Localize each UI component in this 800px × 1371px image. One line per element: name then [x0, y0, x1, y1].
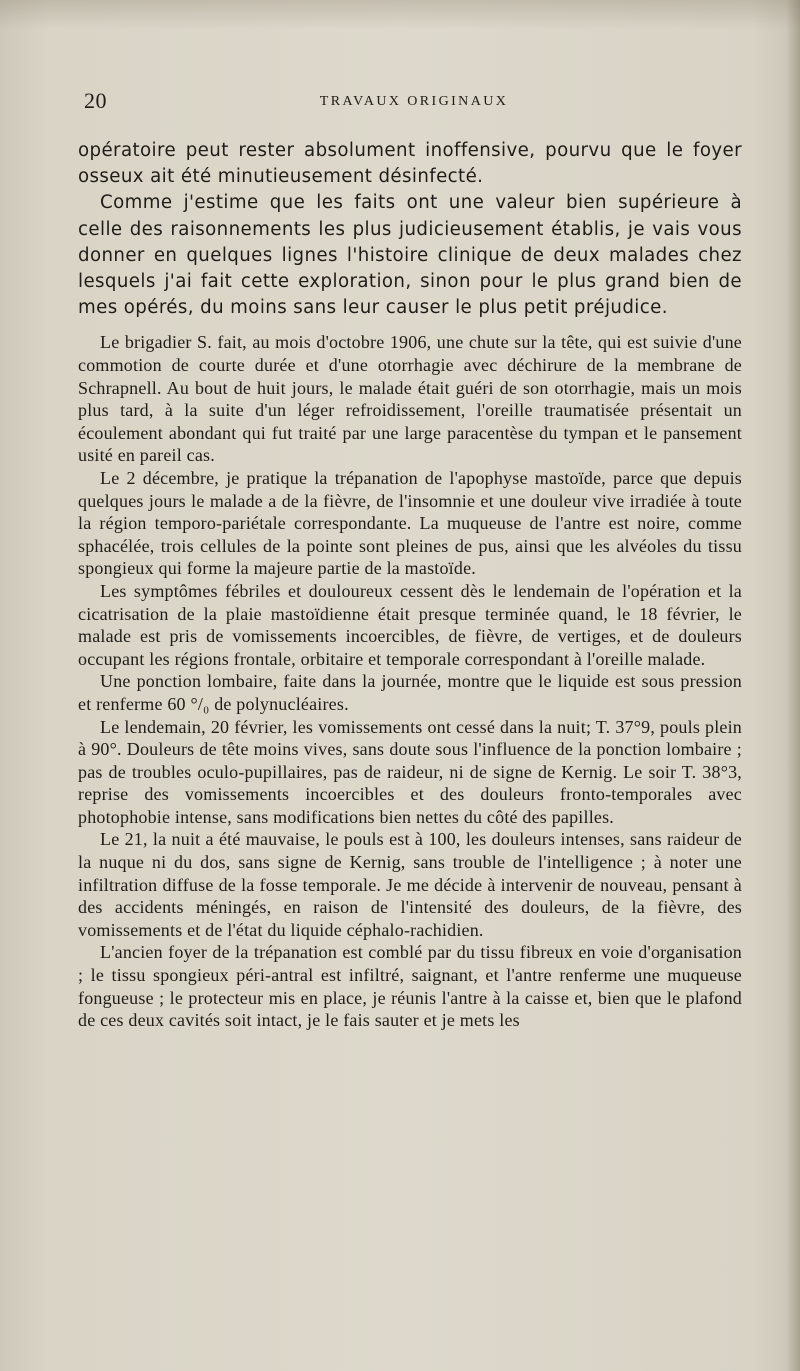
paragraph-7: Le lendemain, 20 février, les vomissements ont cessé dans la nuit; T. 37°9, pouls plein à 90°. Douleurs de tête moins vives, sans doute sous l'influence de la ponction lombaire ; pas de troubles oculo-pupillaires, pas de raideur, ni de signe de Kernig. Le soir T. 38°3, reprise des vomissements incoercibles et des douleurs fronto-temporales avec photophobie intense, sans modifications bien nettes du côté des papilles.	[78, 716, 742, 827]
paragraph-6: Une ponction lombaire, faite dans la journée, montre que le liquide est sous pression et renferme 60 °/₀ de polynucléaires.	[78, 671, 742, 714]
paragraph-2: Comme j'estime que les faits ont une valeur bien supérieure à celle des raisonnements les plus judicieusement établis, je vais vous donner en quelques lignes l'histoire clinique de deux malades chez lesquels j'ai fait cette exploration, sinon pour le plus grand bien de mes opérés, du moins sans leur causer le plus petit préjudice.	[78, 192, 742, 319]
running-head: TRAVAUX ORIGINAUX	[319, 94, 509, 109]
page-header	[84, 88, 744, 118]
paragraph-5: Les symptômes fébriles et douloureux cessent dès le lendemain de l'opération et la cicatrisation de la plaie mastoïdienne était presque terminée quand, le 18 février, le malade est pris de vomissements incoercibles, de fièvre, de vertiges, et de douleurs occupant les régions frontale, orbitaire et temporale correspondant à l'oreille malade.	[78, 580, 742, 669]
page-number: 20	[84, 88, 107, 113]
paragraph-8: Le 21, la nuit a été mauvaise, le pouls est à 100, les douleurs intenses, sans raideur de la nuque ni du dos, sans signe de Kernig, sans trouble de l'intelligence ; à noter une infiltration diffuse de la fosse temporale. Je me décide à intervenir de nouveau, pensant à des accidents méningés, en raison de l'intensité des douleurs, de la fièvre, des vomissements et de l'état du liquide céphalo-rachidien.	[78, 829, 742, 940]
paragraph-1: opératoire peut rester absolument inoffensive, pourvu que le foyer osseux ait été minutieusement désinfecté.	[78, 140, 742, 188]
page-top-shadow	[0, 0, 800, 30]
paragraph-4: Le 2 décembre, je pratique la trépanation de l'apophyse mastoïde, parce que depuis quelques jours le malade a de la fièvre, de l'insomnie et une douleur vive irradiée à toute la région temporo-pariétale correspondante. La muqueuse de l'antre est noire, comme sphacélée, trois cellules de la pointe sont pleines de pus, ainsi que les alvéoles du tissu spongieux qui forme la majeure partie de la mastoïde.	[78, 467, 742, 579]
page-right-edge	[786, 0, 800, 1371]
paragraph-9: L'ancien foyer de la trépanation est comblé par du tissu fibreux en voie d'organisation ; le tissu spongieux péri-antral est infiltré, saignant, et l'antre renferme une muqueuse fongueuse ; le protecteur mis en place, je réunis l'antre à la caisse et, bien que le plafond de ces deux cavités soit intact, je le fais sauter et je mets les	[78, 942, 742, 1031]
paragraph-3: Le brigadier S. fait, au mois d'octobre 1906, une chute sur la tête, qui est suivie d'une commotion de courte durée et d'une otorrhagie avec déchirure de la membrane de Schrapnell. Au bout de huit jours, le malade était guéri de son otorrhagie, mais un mois plus tard, à la suite d'un léger refroidissement, l'oreille traumatisée présentait un écoulement abondant qui fut traité par une large paracentèse du tympan et le pansement usité en pareil cas.	[78, 332, 742, 466]
body-text	[78, 138, 742, 1032]
